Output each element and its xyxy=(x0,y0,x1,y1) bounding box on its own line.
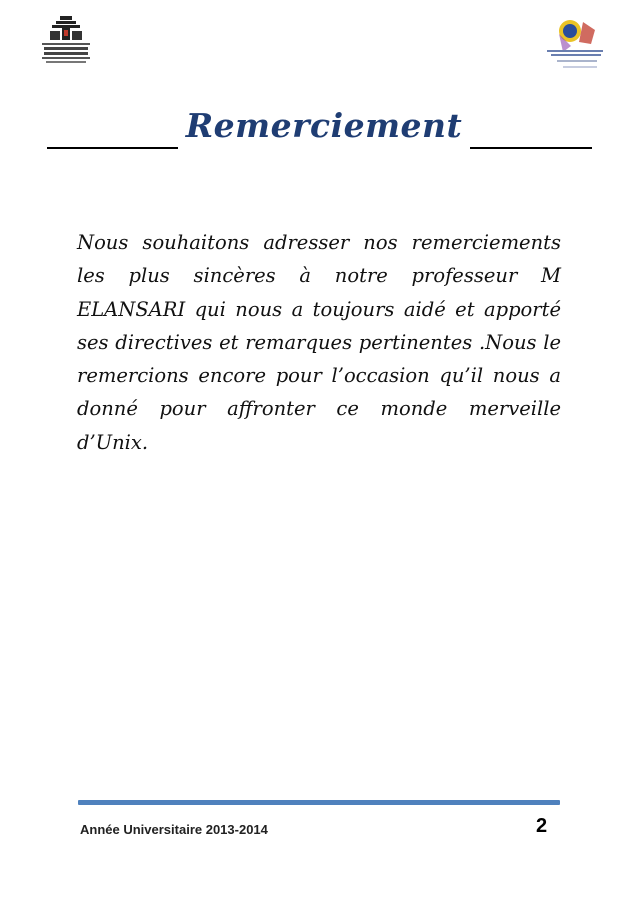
title-underline-left xyxy=(47,147,178,149)
academic-year: Année Universitaire 2013-2014 xyxy=(80,822,268,837)
acknowledgement-paragraph: Nous souhaitons adresser nos remerciements les plus sincères à notre professeur M ELANSARI qui nous a toujours aidé et apporté ses directives et remarques pertinentes .Nous le remercions encore pour l’occasion qu’il nous a donné pour affronter ce monde merveille d’Unix. xyxy=(77,231,561,454)
footer-divider xyxy=(78,800,560,805)
faculty-emblem-icon xyxy=(543,16,605,78)
page-title: Remerciement xyxy=(185,106,463,145)
page-number: 2 xyxy=(536,815,548,837)
university-emblem-icon xyxy=(38,14,94,66)
title-underline-right xyxy=(470,147,592,149)
